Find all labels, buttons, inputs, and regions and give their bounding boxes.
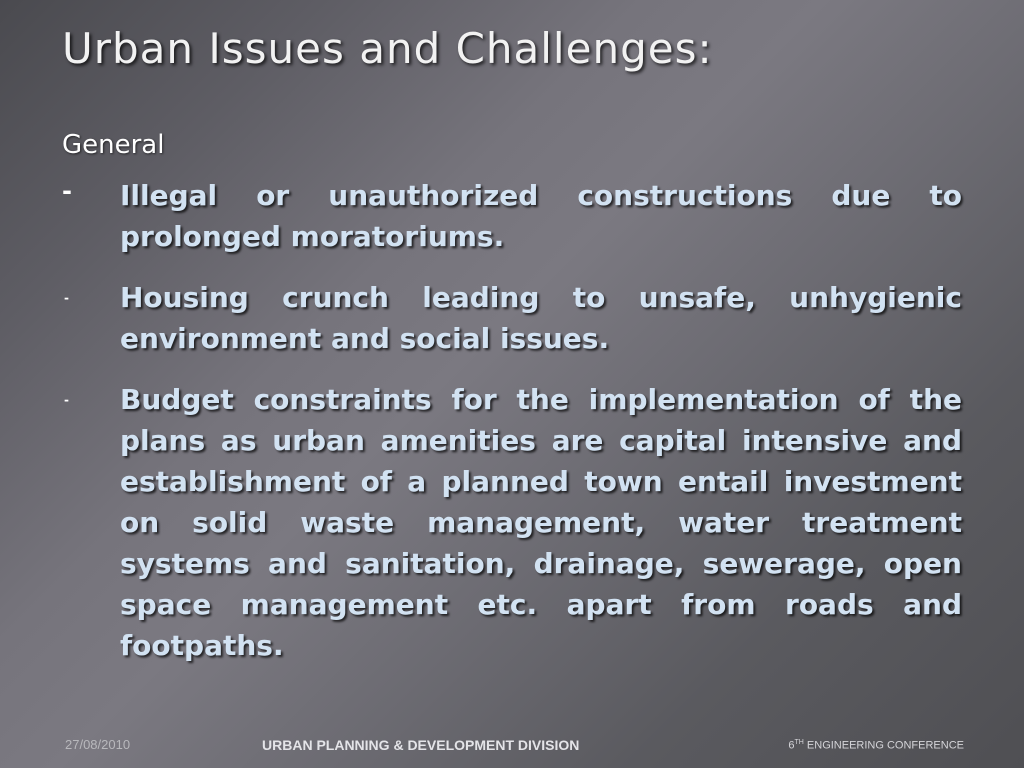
bullet-text: Illegal or unauthorized constructions due to prolonged moratoriums. (120, 179, 962, 253)
footer-division: URBAN PLANNING & DEVELOPMENT DIVISION (262, 737, 580, 753)
bullet-item (62, 277, 962, 359)
bullet-item (62, 175, 962, 257)
conference-number: 6 (788, 739, 795, 752)
bullet-marker: - (64, 393, 69, 407)
bullet-marker: - (62, 177, 72, 205)
bullet-marker: - (64, 291, 69, 305)
footer-date: 27/08/2010 (65, 737, 131, 752)
bullet-list (62, 175, 962, 686)
conference-suffix: TH (794, 739, 804, 746)
bullet-text: Budget constraints for the implementation of the plans as urban amenities are capital intensive and establishment of a planned town entail investment on solid waste management, water treatment systems and sanitation, drainage, sewerage, open space management etc. apart from roads and footpaths. (120, 383, 962, 662)
conference-name: ENGINEERING CONFERENCE (803, 739, 964, 752)
section-label: General (62, 130, 165, 160)
bullet-text: Housing crunch leading to unsafe, unhygienic environment and social issues. (120, 281, 962, 355)
slide-title: Urban Issues and Challenges: (62, 24, 713, 73)
bullet-item (62, 379, 962, 666)
footer-conference (788, 739, 964, 752)
